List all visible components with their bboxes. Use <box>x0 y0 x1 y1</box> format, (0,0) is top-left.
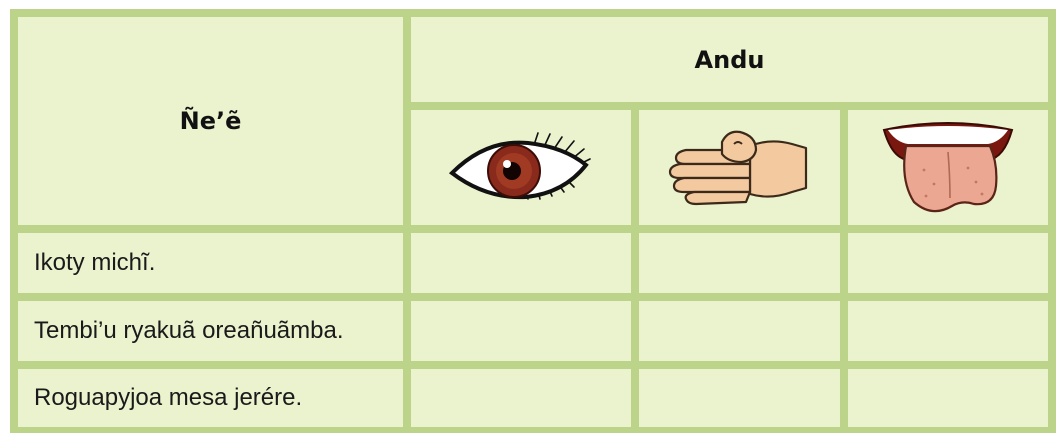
sense-sight-cell <box>411 110 631 225</box>
row-1-label-cell <box>18 233 403 293</box>
row-1-sight-cell <box>411 233 631 293</box>
eye-icon <box>446 129 596 207</box>
header-senses-label: Andu <box>694 45 765 74</box>
hand-icon <box>666 128 814 208</box>
senses-table <box>10 9 1056 433</box>
sense-touch-cell <box>639 110 840 225</box>
row-2-label-cell <box>18 301 403 361</box>
row-2-sight-cell <box>411 301 631 361</box>
row-3-taste-cell <box>848 369 1048 427</box>
sense-taste-cell <box>848 110 1048 225</box>
row-1-taste-cell <box>848 233 1048 293</box>
row-3-sight-cell <box>411 369 631 427</box>
row-1-label: Ikoty michĩ. <box>34 249 156 276</box>
row-1-touch-cell <box>639 233 840 293</box>
header-language <box>18 17 403 225</box>
row-3-touch-cell <box>639 369 840 427</box>
tongue-icon <box>878 120 1018 216</box>
row-2-taste-cell <box>848 301 1048 361</box>
row-3-label-cell <box>18 369 403 427</box>
row-2-touch-cell <box>639 301 840 361</box>
row-2-label: Tembi’u ryakuã oreañuãmba. <box>34 317 344 344</box>
header-senses <box>411 17 1048 102</box>
row-3-label: Roguapyjoa mesa jerére. <box>34 384 303 411</box>
header-language-label: Ñe’ẽ <box>179 107 242 135</box>
